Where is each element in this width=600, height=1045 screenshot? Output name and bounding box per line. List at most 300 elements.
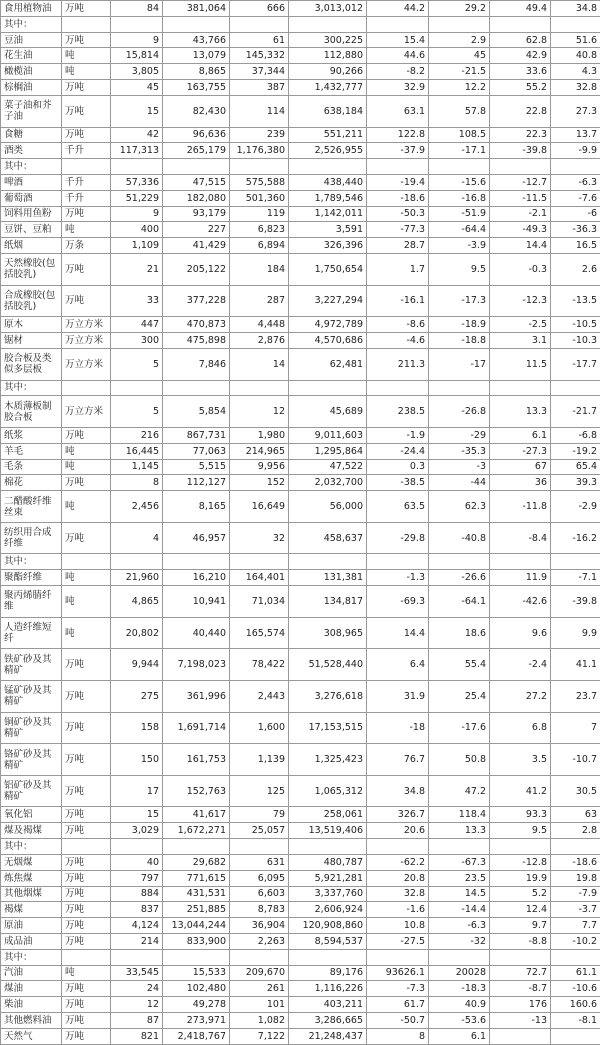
unit-cell: 万吨: [62, 981, 111, 997]
product-name-cell: 天然气: [1, 1028, 62, 1044]
qty-change-cumulative-cell: 9.7: [490, 918, 551, 934]
qty-change-cumulative-cell: 27.2: [490, 680, 551, 712]
value-change-cumulative-cell: 39.3: [551, 475, 600, 491]
table-row: [1, 902, 600, 918]
qty-cumulative-cell: 1,600: [230, 712, 289, 744]
value-cumulative-cell: 2,032,700: [289, 475, 367, 491]
table-row: [1, 143, 600, 159]
value-change-month-cell: 13.3: [429, 823, 490, 839]
qty-cumulative-cell: 184: [230, 254, 289, 286]
value-change-month-cell: -35.3: [429, 443, 490, 459]
value-change-cumulative-cell: 51.6: [551, 32, 600, 48]
qty-change-cumulative-cell: 22.3: [490, 127, 551, 143]
value-change-cumulative-cell: [551, 16, 600, 32]
product-name-cell: 菜子油和芥子油: [1, 95, 62, 127]
unit-cell: 万吨: [62, 475, 111, 491]
value-month-cell: 102,480: [163, 981, 230, 997]
table-row: [1, 870, 600, 886]
product-name-cell: 柴油: [1, 997, 62, 1013]
product-name-cell: 酒类: [1, 143, 62, 159]
unit-cell: 万吨: [62, 918, 111, 934]
qty-cumulative-cell: 8,783: [230, 902, 289, 918]
qty-change-month-cell: [367, 159, 429, 175]
value-change-cumulative-cell: -36.3: [551, 222, 600, 238]
qty-change-month-cell: 8: [367, 1028, 429, 1044]
value-change-month-cell: -26.6: [429, 570, 490, 586]
qty-change-month-cell: -8.2: [367, 64, 429, 80]
value-change-cumulative-cell: 27.3: [551, 95, 600, 127]
qty-month-cell: 1,145: [111, 459, 163, 475]
product-name-cell: 橄榄油: [1, 64, 62, 80]
value-change-month-cell: -16.8: [429, 190, 490, 206]
value-change-month-cell: -32: [429, 933, 490, 949]
value-change-cumulative-cell: -6.3: [551, 174, 600, 190]
qty-cumulative-cell: 2,876: [230, 333, 289, 349]
unit-cell: 吨: [62, 617, 111, 649]
qty-month-cell: 300: [111, 333, 163, 349]
qty-month-cell: [111, 380, 163, 396]
qty-change-cumulative-cell: [490, 554, 551, 570]
value-cumulative-cell: [289, 159, 367, 175]
product-name-cell: 花生油: [1, 48, 62, 64]
qty-change-cumulative-cell: -2.1: [490, 206, 551, 222]
value-month-cell: 15,533: [163, 965, 230, 981]
qty-change-month-cell: 61.7: [367, 997, 429, 1013]
table-row: [1, 1, 600, 17]
value-change-month-cell: -29: [429, 427, 490, 443]
qty-cumulative-cell: [230, 949, 289, 965]
product-name-cell: 聚酯纤维: [1, 570, 62, 586]
table-row: [1, 32, 600, 48]
value-change-month-cell: 108.5: [429, 127, 490, 143]
value-change-cumulative-cell: -9.9: [551, 143, 600, 159]
qty-change-month-cell: 1.7: [367, 254, 429, 286]
value-cumulative-cell: 1,065,312: [289, 775, 367, 807]
qty-month-cell: 24: [111, 981, 163, 997]
qty-change-cumulative-cell: [490, 1028, 551, 1044]
value-cumulative-cell: 4,570,686: [289, 333, 367, 349]
qty-change-cumulative-cell: -8.4: [490, 522, 551, 554]
value-month-cell: 381,064: [163, 1, 230, 17]
unit-cell: 万立方米: [62, 333, 111, 349]
value-change-month-cell: -64.4: [429, 222, 490, 238]
product-name-cell: 聚丙烯腈纤维: [1, 586, 62, 618]
value-change-cumulative-cell: 63: [551, 807, 600, 823]
table-row: [1, 933, 600, 949]
value-change-cumulative-cell: 160.6: [551, 997, 600, 1013]
qty-cumulative-cell: 9,956: [230, 459, 289, 475]
unit-cell: 万吨: [62, 712, 111, 744]
qty-month-cell: 837: [111, 902, 163, 918]
qty-change-cumulative-cell: -0.3: [490, 254, 551, 286]
value-cumulative-cell: 4,972,789: [289, 317, 367, 333]
value-change-month-cell: -21.5: [429, 64, 490, 80]
table-row: [1, 206, 600, 222]
value-change-month-cell: 18.6: [429, 617, 490, 649]
unit-cell: 万立方米: [62, 348, 111, 380]
qty-month-cell: 2,456: [111, 491, 163, 523]
value-month-cell: [163, 16, 230, 32]
value-change-month-cell: -6.3: [429, 918, 490, 934]
unit-cell: 万吨: [62, 285, 111, 317]
value-month-cell: 273,971: [163, 1013, 230, 1029]
qty-month-cell: 9: [111, 206, 163, 222]
value-month-cell: 49,278: [163, 997, 230, 1013]
value-cumulative-cell: 3,286,665: [289, 1013, 367, 1029]
qty-month-cell: 57,336: [111, 174, 163, 190]
value-change-month-cell: -17: [429, 348, 490, 380]
qty-month-cell: 12: [111, 997, 163, 1013]
qty-change-month-cell: 28.7: [367, 238, 429, 254]
value-change-month-cell: -18.9: [429, 317, 490, 333]
value-month-cell: 93,179: [163, 206, 230, 222]
qty-month-cell: 447: [111, 317, 163, 333]
qty-change-month-cell: 34.8: [367, 775, 429, 807]
qty-cumulative-cell: 2,263: [230, 933, 289, 949]
qty-change-cumulative-cell: 11.5: [490, 348, 551, 380]
value-cumulative-cell: 120,908,860: [289, 918, 367, 934]
qty-change-month-cell: 63.1: [367, 95, 429, 127]
value-cumulative-cell: 3,276,618: [289, 680, 367, 712]
qty-month-cell: 3,805: [111, 64, 163, 80]
qty-cumulative-cell: 6,603: [230, 886, 289, 902]
table-row: [1, 317, 600, 333]
qty-cumulative-cell: [230, 16, 289, 32]
value-change-month-cell: -64.1: [429, 586, 490, 618]
unit-cell: [62, 380, 111, 396]
value-month-cell: 96,636: [163, 127, 230, 143]
value-cumulative-cell: 2,606,924: [289, 902, 367, 918]
value-month-cell: 47,515: [163, 174, 230, 190]
unit-cell: [62, 949, 111, 965]
value-change-cumulative-cell: [551, 839, 600, 855]
product-name-cell: 其他燃料油: [1, 1013, 62, 1029]
qty-change-cumulative-cell: 6.1: [490, 427, 551, 443]
value-change-month-cell: 6.1: [429, 1028, 490, 1044]
table-row: [1, 95, 600, 127]
qty-month-cell: [111, 159, 163, 175]
qty-change-month-cell: -77.3: [367, 222, 429, 238]
product-name-cell: 其中：: [1, 839, 62, 855]
table-row: [1, 443, 600, 459]
product-name-cell: 天然橡胶(包括胶乳): [1, 254, 62, 286]
value-cumulative-cell: 458,637: [289, 522, 367, 554]
table-row: [1, 807, 600, 823]
value-month-cell: 5,515: [163, 459, 230, 475]
table-row: [1, 491, 600, 523]
qty-cumulative-cell: 71,034: [230, 586, 289, 618]
unit-cell: 万吨: [62, 80, 111, 96]
value-change-cumulative-cell: -19.2: [551, 443, 600, 459]
value-month-cell: 29,682: [163, 854, 230, 870]
qty-change-cumulative-cell: -2.4: [490, 649, 551, 681]
unit-cell: 吨: [62, 48, 111, 64]
value-change-month-cell: 50.8: [429, 744, 490, 776]
value-month-cell: 8,165: [163, 491, 230, 523]
value-change-month-cell: -17.1: [429, 143, 490, 159]
value-change-month-cell: 9.5: [429, 254, 490, 286]
value-change-month-cell: [429, 554, 490, 570]
unit-cell: 万吨: [62, 870, 111, 886]
unit-cell: 吨: [62, 570, 111, 586]
value-month-cell: 205,122: [163, 254, 230, 286]
value-month-cell: 361,996: [163, 680, 230, 712]
product-name-cell: 铬矿砂及其精矿: [1, 744, 62, 776]
value-cumulative-cell: 3,591: [289, 222, 367, 238]
qty-change-month-cell: -8.6: [367, 317, 429, 333]
qty-month-cell: 40: [111, 854, 163, 870]
qty-cumulative-cell: 78,422: [230, 649, 289, 681]
value-change-cumulative-cell: 61.1: [551, 965, 600, 981]
value-month-cell: 152,763: [163, 775, 230, 807]
value-change-cumulative-cell: -10.7: [551, 744, 600, 776]
table-row: [1, 570, 600, 586]
product-name-cell: 原木: [1, 317, 62, 333]
qty-month-cell: 21: [111, 254, 163, 286]
value-cumulative-cell: 1,750,654: [289, 254, 367, 286]
qty-cumulative-cell: 37,344: [230, 64, 289, 80]
value-change-cumulative-cell: [551, 949, 600, 965]
qty-cumulative-cell: 152: [230, 475, 289, 491]
qty-change-month-cell: -1.6: [367, 902, 429, 918]
qty-change-month-cell: -50.7: [367, 1013, 429, 1029]
value-month-cell: 7,846: [163, 348, 230, 380]
qty-change-cumulative-cell: 36: [490, 475, 551, 491]
unit-cell: 吨: [62, 965, 111, 981]
table-row: [1, 427, 600, 443]
unit-cell: 万吨: [62, 427, 111, 443]
table-row: [1, 222, 600, 238]
qty-change-cumulative-cell: -27.3: [490, 443, 551, 459]
value-cumulative-cell: 17,153,515: [289, 712, 367, 744]
product-name-cell: 豆油: [1, 32, 62, 48]
value-change-cumulative-cell: 19.8: [551, 870, 600, 886]
value-change-month-cell: 47.2: [429, 775, 490, 807]
qty-change-cumulative-cell: 55.2: [490, 80, 551, 96]
qty-change-month-cell: 32.8: [367, 886, 429, 902]
table-row: [1, 396, 600, 428]
qty-month-cell: 51,229: [111, 190, 163, 206]
value-month-cell: 7,198,023: [163, 649, 230, 681]
value-cumulative-cell: 308,965: [289, 617, 367, 649]
qty-cumulative-cell: 2,443: [230, 680, 289, 712]
table-row: [1, 1028, 600, 1044]
qty-cumulative-cell: 101: [230, 997, 289, 1013]
table-row: [1, 238, 600, 254]
unit-cell: 万条: [62, 238, 111, 254]
value-month-cell: 265,179: [163, 143, 230, 159]
value-cumulative-cell: 2,526,955: [289, 143, 367, 159]
qty-cumulative-cell: 261: [230, 981, 289, 997]
value-cumulative-cell: 89,176: [289, 965, 367, 981]
value-change-cumulative-cell: 23.7: [551, 680, 600, 712]
value-change-cumulative-cell: 13.7: [551, 127, 600, 143]
table-row: [1, 80, 600, 96]
qty-cumulative-cell: [230, 159, 289, 175]
product-name-cell: 无烟煤: [1, 854, 62, 870]
qty-month-cell: 4,865: [111, 586, 163, 618]
value-change-cumulative-cell: 34.8: [551, 1, 600, 17]
value-month-cell: [163, 554, 230, 570]
qty-cumulative-cell: 209,670: [230, 965, 289, 981]
qty-change-cumulative-cell: [490, 16, 551, 32]
qty-change-cumulative-cell: 41.2: [490, 775, 551, 807]
qty-month-cell: 797: [111, 870, 163, 886]
value-change-cumulative-cell: [551, 380, 600, 396]
table-row: [1, 48, 600, 64]
value-change-cumulative-cell: -16.2: [551, 522, 600, 554]
value-cumulative-cell: 90,266: [289, 64, 367, 80]
value-change-cumulative-cell: -10.3: [551, 333, 600, 349]
qty-change-month-cell: -19.4: [367, 174, 429, 190]
qty-month-cell: [111, 554, 163, 570]
qty-cumulative-cell: 239: [230, 127, 289, 143]
value-change-month-cell: -15.6: [429, 174, 490, 190]
qty-change-cumulative-cell: [490, 380, 551, 396]
value-change-cumulative-cell: -39.8: [551, 586, 600, 618]
value-cumulative-cell: 638,184: [289, 95, 367, 127]
product-name-cell: 汽油: [1, 965, 62, 981]
product-name-cell: 啤酒: [1, 174, 62, 190]
value-month-cell: 431,531: [163, 886, 230, 902]
table-row: [1, 554, 600, 570]
qty-change-cumulative-cell: -11.8: [490, 491, 551, 523]
value-cumulative-cell: 1,789,546: [289, 190, 367, 206]
qty-cumulative-cell: 32: [230, 522, 289, 554]
qty-change-cumulative-cell: 5.2: [490, 886, 551, 902]
table-row: [1, 522, 600, 554]
unit-cell: 吨: [62, 459, 111, 475]
value-month-cell: 40,440: [163, 617, 230, 649]
value-cumulative-cell: 1,295,864: [289, 443, 367, 459]
value-change-month-cell: 55.4: [429, 649, 490, 681]
value-change-month-cell: [429, 949, 490, 965]
unit-cell: 万吨: [62, 649, 111, 681]
qty-change-month-cell: 10.8: [367, 918, 429, 934]
qty-month-cell: 33,545: [111, 965, 163, 981]
qty-month-cell: 275: [111, 680, 163, 712]
qty-cumulative-cell: 25,057: [230, 823, 289, 839]
value-cumulative-cell: 51,528,440: [289, 649, 367, 681]
qty-change-month-cell: -38.5: [367, 475, 429, 491]
product-name-cell: 木质薄板制胶合板: [1, 396, 62, 428]
product-name-cell: 纸烟: [1, 238, 62, 254]
value-cumulative-cell: 9,011,603: [289, 427, 367, 443]
value-month-cell: 867,731: [163, 427, 230, 443]
table-row: [1, 854, 600, 870]
qty-change-month-cell: 44.2: [367, 1, 429, 17]
value-month-cell: 1,672,271: [163, 823, 230, 839]
qty-change-month-cell: -1.9: [367, 427, 429, 443]
product-name-cell: 氧化铝: [1, 807, 62, 823]
qty-change-cumulative-cell: -8.8: [490, 933, 551, 949]
value-change-cumulative-cell: -10.2: [551, 933, 600, 949]
unit-cell: 万吨: [62, 902, 111, 918]
qty-change-month-cell: -1.3: [367, 570, 429, 586]
qty-change-cumulative-cell: 67: [490, 459, 551, 475]
qty-change-cumulative-cell: 14.4: [490, 238, 551, 254]
table-row: [1, 64, 600, 80]
qty-cumulative-cell: 666: [230, 1, 289, 17]
qty-cumulative-cell: 6,894: [230, 238, 289, 254]
qty-change-month-cell: [367, 949, 429, 965]
unit-cell: 万吨: [62, 32, 111, 48]
qty-month-cell: 400: [111, 222, 163, 238]
value-change-cumulative-cell: 7.7: [551, 918, 600, 934]
product-name-cell: 合成橡胶(包括胶乳): [1, 285, 62, 317]
qty-cumulative-cell: 501,360: [230, 190, 289, 206]
table-row: [1, 680, 600, 712]
qty-cumulative-cell: 7,122: [230, 1028, 289, 1044]
value-change-cumulative-cell: [551, 1028, 600, 1044]
qty-change-month-cell: -18: [367, 712, 429, 744]
unit-cell: 万吨: [62, 522, 111, 554]
unit-cell: 万吨: [62, 807, 111, 823]
qty-change-month-cell: 93626.1: [367, 965, 429, 981]
value-month-cell: 227: [163, 222, 230, 238]
product-name-cell: 煤油: [1, 981, 62, 997]
qty-change-month-cell: 76.7: [367, 744, 429, 776]
table-row: [1, 285, 600, 317]
qty-change-cumulative-cell: 13.3: [490, 396, 551, 428]
value-cumulative-cell: 112,880: [289, 48, 367, 64]
qty-change-month-cell: -62.2: [367, 854, 429, 870]
value-change-cumulative-cell: 16.5: [551, 238, 600, 254]
value-month-cell: 43,766: [163, 32, 230, 48]
qty-change-cumulative-cell: 72.7: [490, 965, 551, 981]
table-row: [1, 1013, 600, 1029]
value-change-month-cell: 12.2: [429, 80, 490, 96]
value-change-cumulative-cell: -3.7: [551, 902, 600, 918]
value-cumulative-cell: 1,432,777: [289, 80, 367, 96]
unit-cell: 吨: [62, 491, 111, 523]
qty-month-cell: 216: [111, 427, 163, 443]
table-row: [1, 254, 600, 286]
qty-cumulative-cell: 114: [230, 95, 289, 127]
qty-change-month-cell: -37.9: [367, 143, 429, 159]
value-change-cumulative-cell: 65.4: [551, 459, 600, 475]
product-name-cell: 棉花: [1, 475, 62, 491]
qty-cumulative-cell: 145,332: [230, 48, 289, 64]
qty-change-month-cell: 32.9: [367, 80, 429, 96]
unit-cell: 千升: [62, 190, 111, 206]
qty-change-cumulative-cell: 93.3: [490, 807, 551, 823]
qty-change-month-cell: 31.9: [367, 680, 429, 712]
product-name-cell: 毛条: [1, 459, 62, 475]
value-change-month-cell: 23.5: [429, 870, 490, 886]
table-row: [1, 127, 600, 143]
qty-cumulative-cell: 6,823: [230, 222, 289, 238]
qty-change-cumulative-cell: 9.6: [490, 617, 551, 649]
value-change-cumulative-cell: -17.7: [551, 348, 600, 380]
qty-month-cell: 15: [111, 95, 163, 127]
table-row: [1, 775, 600, 807]
value-change-month-cell: -18.8: [429, 333, 490, 349]
table-row: [1, 918, 600, 934]
value-change-cumulative-cell: -13.5: [551, 285, 600, 317]
unit-cell: 万吨: [62, 933, 111, 949]
value-month-cell: 10,941: [163, 586, 230, 618]
product-name-cell: 锰矿砂及其精矿: [1, 680, 62, 712]
value-change-month-cell: -51.9: [429, 206, 490, 222]
value-cumulative-cell: 5,921,281: [289, 870, 367, 886]
qty-month-cell: 16,445: [111, 443, 163, 459]
qty-month-cell: [111, 16, 163, 32]
product-name-cell: 炼焦煤: [1, 870, 62, 886]
value-change-cumulative-cell: 2.6: [551, 254, 600, 286]
value-change-cumulative-cell: -10.6: [551, 981, 600, 997]
qty-cumulative-cell: 164,401: [230, 570, 289, 586]
